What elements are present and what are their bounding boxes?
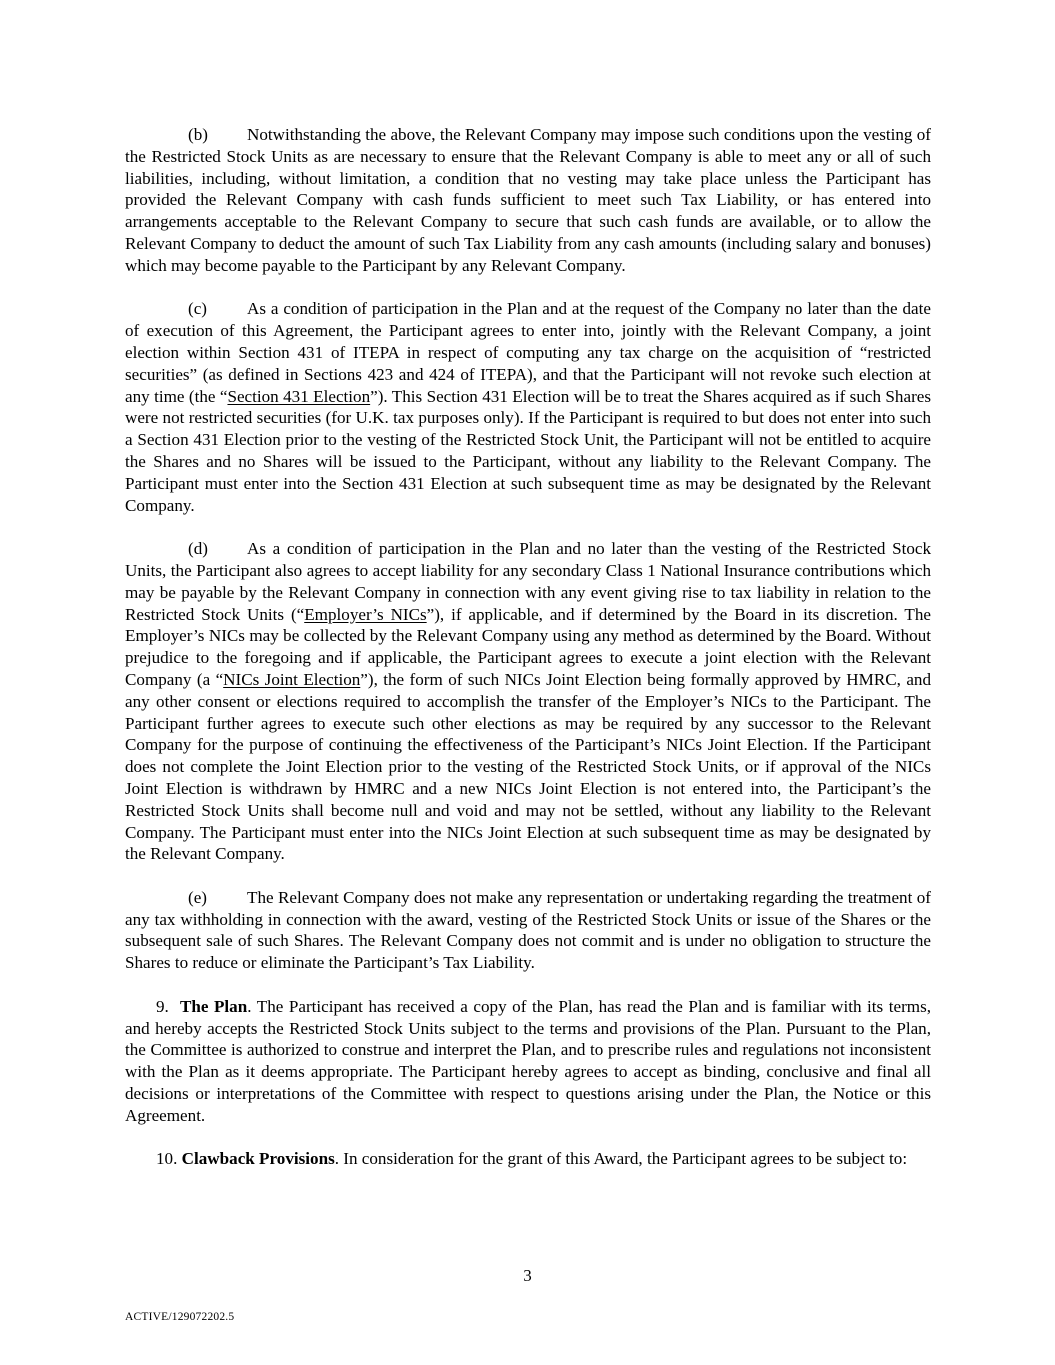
section-10-text: . In consideration for the grant of this Award, the Participant agrees to be subject to: [334,1149,908,1169]
paragraph-b-label: (b) [188,125,208,144]
paragraph-e-label: (e) [188,887,207,907]
section-9-number: 9. [156,996,169,1016]
paragraph-c-text-2: ”). This Section 431 Election will be to treat the Shares acquired as if such Shares were not restricted securities (for U.K. tax purposes only). If the Participant is required to but does not enter into such a Section 431 Election prior to the vesting of the Restricted Stock Unit, the Participant will not be entitled to acquire the Shares and no Shares will be issued to the Participant, without any liability to the Relevant Company. The Participant must enter into the Section 431 Election at such subsequent time as may be designated by the Relevant Company. [125,386,931,515]
section-10 [125,1148,931,1170]
paragraph-e-text: The Relevant Company does not make any representation or undertaking regarding the treatment of any tax withholding in connection with the award, vesting of the Restricted Stock Units or issue of the Shares or the subsequent sale of such Shares. The Relevant Company does not commit and is under no obligation to structure the Shares to reduce or eliminate the Participant’s Tax Liability. [125,887,931,973]
section-9-text: . The Participant has received a copy of the Plan, has read the Plan and is familiar with its terms, and hereby accepts the Restricted Stock Units subject to the terms and provisions of the Plan. Pursuant to the Plan, the Committee is authorized to construe and interpret the Plan, and to prescribe rules and regulations not inconsistent with the Plan as it deems appropriate. The Participant hereby agrees to accept as binding, conclusive and final all decisions or interpretations of the Committee with respect to questions arising under the Plan, the Notice or this Agreement. [125,996,932,1125]
section-9-heading: The Plan [179,996,248,1016]
paragraph-b [125,124,931,277]
section-9 [125,996,931,1127]
document-id: ACTIVE/129072202.5 [125,1311,235,1323]
paragraph-c-text-1: As a condition of participation in the Plan and at the request of the Company no later than the date of execution of this Agreement, the Participant agrees to enter into, jointly with the Relevant Company, a joint election within Section 431 of ITEPA in respect of computing any tax charge on the acquisition of “restricted securities” (as defined in Sections 423 and 424 of ITEPA), and that the Participant will not revoke such election at any time (the “ [125,299,931,406]
paragraph-c [125,298,931,516]
paragraph-c-label: (c) [188,299,207,319]
page-number: 3 [523,1266,532,1285]
paragraph-e [125,887,931,974]
paragraph-d-text-3: ”), the form of such NICs Joint Election being formally approved by HMRC, and any other consent or elections required to accomplish the transfer of the Employer’s NICs to the Participant. The Participant further agrees to execute such other elections as may be required by any successor to the Relevant Company for the purpose of continuing the effectiveness of the Participant’s NICs Joint Election. If the Participant does not complete the Joint Election prior to the vesting of the Restricted Stock Units, or if approval of the NICs Joint Election is withdrawn by HMRC and a new NICs Joint Election is not entered into, the Participant’s the Restricted Stock Units shall become null and void and may not be settled, without any liability to the Relevant Company. The Participant must enter into the NICs Joint Election at such subsequent time as may be designated by the Relevant Company. [125,669,932,864]
paragraph-d [125,538,931,865]
paragraph-d-text-2: ”), if applicable, and if determined by the Board in its discretion. The Employer’s NICs may be collected by the Relevant Company using any method as determined by the Board. Without prejudice to the foregoing and if applicable, the Participant agrees to execute a joint election with the Relevant Company (a “ [125,604,931,689]
section-10-heading: Clawback Provisions [181,1149,335,1169]
document-page [125,124,931,1192]
defined-term-employers-nics: Employer’s NICs [304,604,427,624]
section-10-number: 10. [156,1149,178,1169]
paragraph-b-text: Notwithstanding the above, the Relevant Company may impose such conditions upon the vesting of the Restricted Stock Units as are necessary to ensure that the Relevant Company is able to meet any or all of such liabilities, including, without limitation, a condition that no vesting may take place unless the Participant has provided the Relevant Company with cash funds sufficient to meet such Tax Liability, or has entered into arrangements acceptable to the Relevant Company to secure that such cash funds are available, or to allow the Relevant Company to deduct the amount of such Tax Liability from any cash amounts (including salary and bonuses) which may become payable to the Participant by any Relevant Company. [125,125,931,275]
paragraph-d-text-1: As a condition of participation in the Plan and no later than the vesting of the Restricted Stock Units, the Participant also agrees to accept liability for any secondary Class 1 National Insurance contributions which may be payable by the Relevant Company in connection with any event giving rise to tax liability in relation to the Restricted Stock Units (“ [125,539,931,624]
paragraph-d-label: (d) [188,539,208,559]
defined-term-section-431-election: Section 431 Election [227,386,371,406]
defined-term-nics-joint-election: NICs Joint Election [223,669,361,689]
